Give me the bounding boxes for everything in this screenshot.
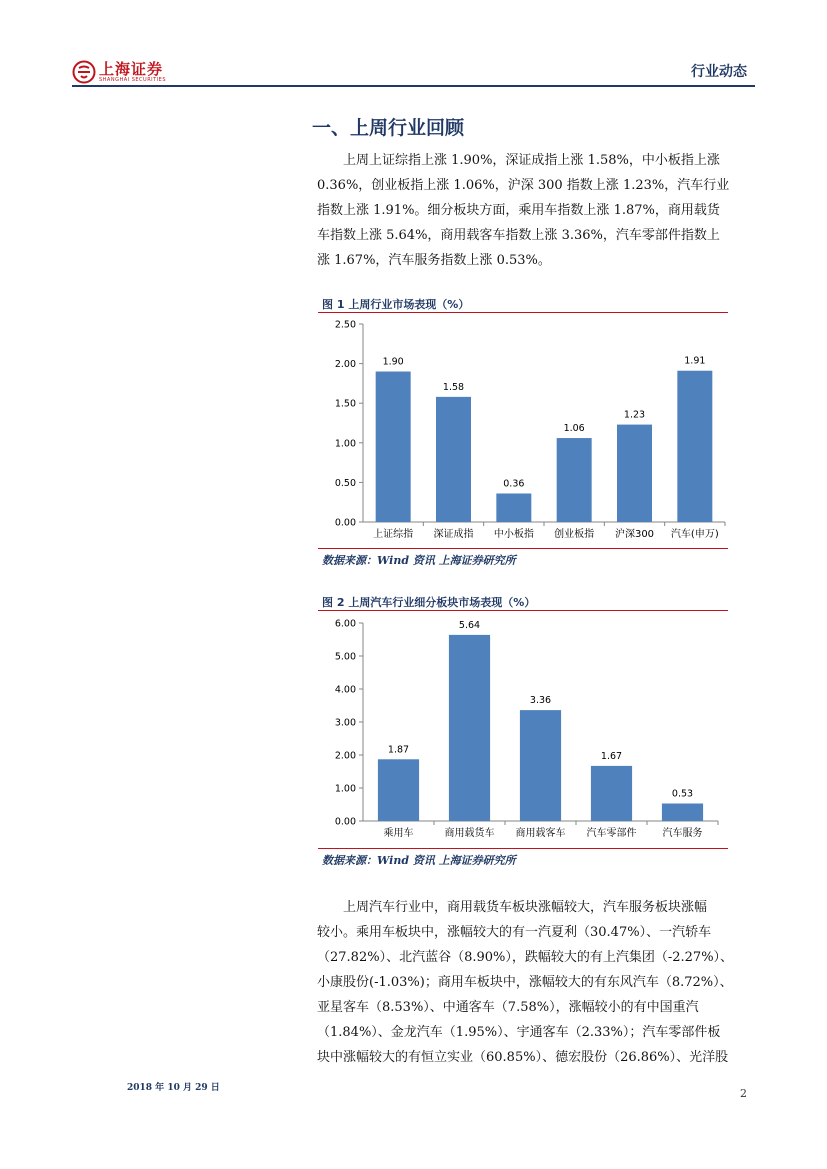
paragraph-market-review [317, 148, 749, 273]
logo-text-cn: 上海证券 [99, 60, 164, 78]
bar [591, 766, 632, 821]
text-line: 上周上证综指上涨 1.90%，深证成指上涨 1.58%，中小板指上涨 [343, 153, 720, 168]
footer-date: 2018 年 10 月 29 日 [127, 1083, 220, 1093]
x-category-label: 商用载货车 [444, 828, 495, 839]
bar [436, 397, 471, 522]
text-line: 指数上涨 1.91%。细分板块方面，乘用车指数上涨 1.87%，商用载货 [317, 203, 720, 218]
chart-industry-performance [318, 314, 728, 546]
text-line: （1.84%）、金龙汽车（1.95%）、宇通客车（2.33%）；汽车零部件板 [317, 1025, 721, 1040]
text-line: 涨 1.67%，汽车服务指数上涨 0.53%。 [317, 253, 551, 268]
text-line: 块中涨幅较大的有恒立实业（60.85%）、德宏股份（26.86%）、光洋股 [317, 1050, 729, 1065]
y-tick-label: 1.50 [334, 398, 356, 410]
bar [378, 759, 419, 821]
text-line: （27.82%）、北汽蓝谷（8.90%），跌幅较大的有上汽集团（-2.27%）、 [317, 950, 734, 965]
x-category-label: 沪深300 [614, 529, 655, 540]
bar [557, 438, 592, 522]
bar [677, 371, 712, 522]
x-category-label: 汽车(申万) [670, 529, 719, 540]
bar-value-label: 1.06 [563, 423, 585, 435]
text-line: 上周汽车行业中，商用载货车板块涨幅较大，汽车服务板块涨幅 [343, 900, 708, 915]
bar [520, 710, 561, 821]
x-category-label: 创业板指 [554, 529, 595, 540]
text-line: 车指数上涨 5.64%，商用载客车指数上涨 3.36%，汽车零部件指数上 [317, 228, 720, 243]
bar [376, 372, 411, 522]
x-category-label: 汽车服务 [662, 828, 703, 839]
y-tick-label: 0.00 [334, 517, 356, 529]
y-tick-label: 5.00 [334, 651, 356, 663]
x-category-label: 汽车零部件 [586, 828, 637, 839]
bar-value-label: 0.36 [503, 478, 525, 490]
company-logo [72, 60, 166, 84]
figure-2-top-rule [318, 610, 728, 611]
y-tick-label: 2.00 [334, 359, 356, 371]
bar-value-label: 1.90 [382, 356, 404, 368]
figure-2-title: 图 2 上周汽车行业细分板块市场表现（%） [322, 596, 536, 609]
bar-value-label: 1.58 [442, 381, 465, 393]
bar-value-label: 0.53 [671, 788, 694, 800]
figure-1-title: 图 1 上周行业市场表现（%） [322, 298, 470, 311]
logo-text-en: SHANGHAI SECURITIES [99, 77, 167, 83]
bar-value-label: 1.87 [387, 744, 410, 756]
text-line: 0.36%，创业板指上涨 1.06%，沪深 300 指数上涨 1.23%，汽车行业 [317, 178, 730, 193]
y-tick-label: 3.00 [334, 717, 356, 729]
x-category-label: 上证综指 [373, 529, 414, 540]
figure-1-bottom-rule [318, 548, 728, 549]
y-tick-label: 4.00 [334, 684, 356, 696]
x-category-label: 深证成指 [433, 529, 474, 540]
y-tick-label: 0.50 [334, 477, 356, 489]
x-category-label: 乘用车 [383, 828, 414, 839]
x-category-label: 商用载客车 [515, 828, 566, 839]
bar [496, 493, 531, 522]
y-tick-label: 2.50 [334, 319, 356, 331]
section-title: 一、上周行业回顾 [312, 117, 465, 139]
text-line: 小康股份(-1.03%)；商用车板块中，涨幅较大的有东风汽车（8.72%）、 [317, 975, 733, 990]
page-number: 2 [740, 1087, 747, 1100]
chart-auto-segment-performance [318, 612, 728, 846]
header-section-label: 行业动态 [691, 64, 747, 80]
x-category-label: 中小板指 [493, 529, 534, 540]
paragraph-sector-detail [317, 895, 749, 1070]
logo-emblem-icon [72, 60, 96, 84]
figure-2-source: 数据来源：Wind 资讯 上海证券研究所 [322, 854, 516, 867]
bar [449, 635, 490, 821]
text-line: 亚星客车（8.53%）、中通客车（7.58%），涨幅较小的有中国重汽 [317, 1000, 699, 1015]
y-tick-label: 1.00 [334, 783, 356, 795]
text-line: 较小。乘用车板块中，涨幅较大的有一汽夏利（30.47%）、一汽轿车 [317, 925, 712, 940]
figure-1-source: 数据来源：Wind 资讯 上海证券研究所 [322, 554, 516, 567]
figure-1-top-rule [318, 312, 728, 313]
y-tick-label: 2.00 [334, 750, 356, 762]
y-tick-label: 6.00 [334, 618, 356, 630]
bar [662, 804, 703, 821]
y-tick-label: 0.00 [334, 816, 356, 828]
bar-value-label: 3.36 [529, 695, 552, 707]
y-tick-label: 1.00 [334, 438, 356, 450]
bar-value-label: 5.64 [458, 619, 481, 631]
bar-value-label: 1.91 [684, 355, 706, 367]
figure-2-bottom-rule [318, 848, 728, 849]
bar-value-label: 1.23 [623, 409, 646, 421]
header-divider [72, 85, 755, 87]
bar [617, 425, 652, 522]
bar-value-label: 1.67 [600, 750, 623, 762]
